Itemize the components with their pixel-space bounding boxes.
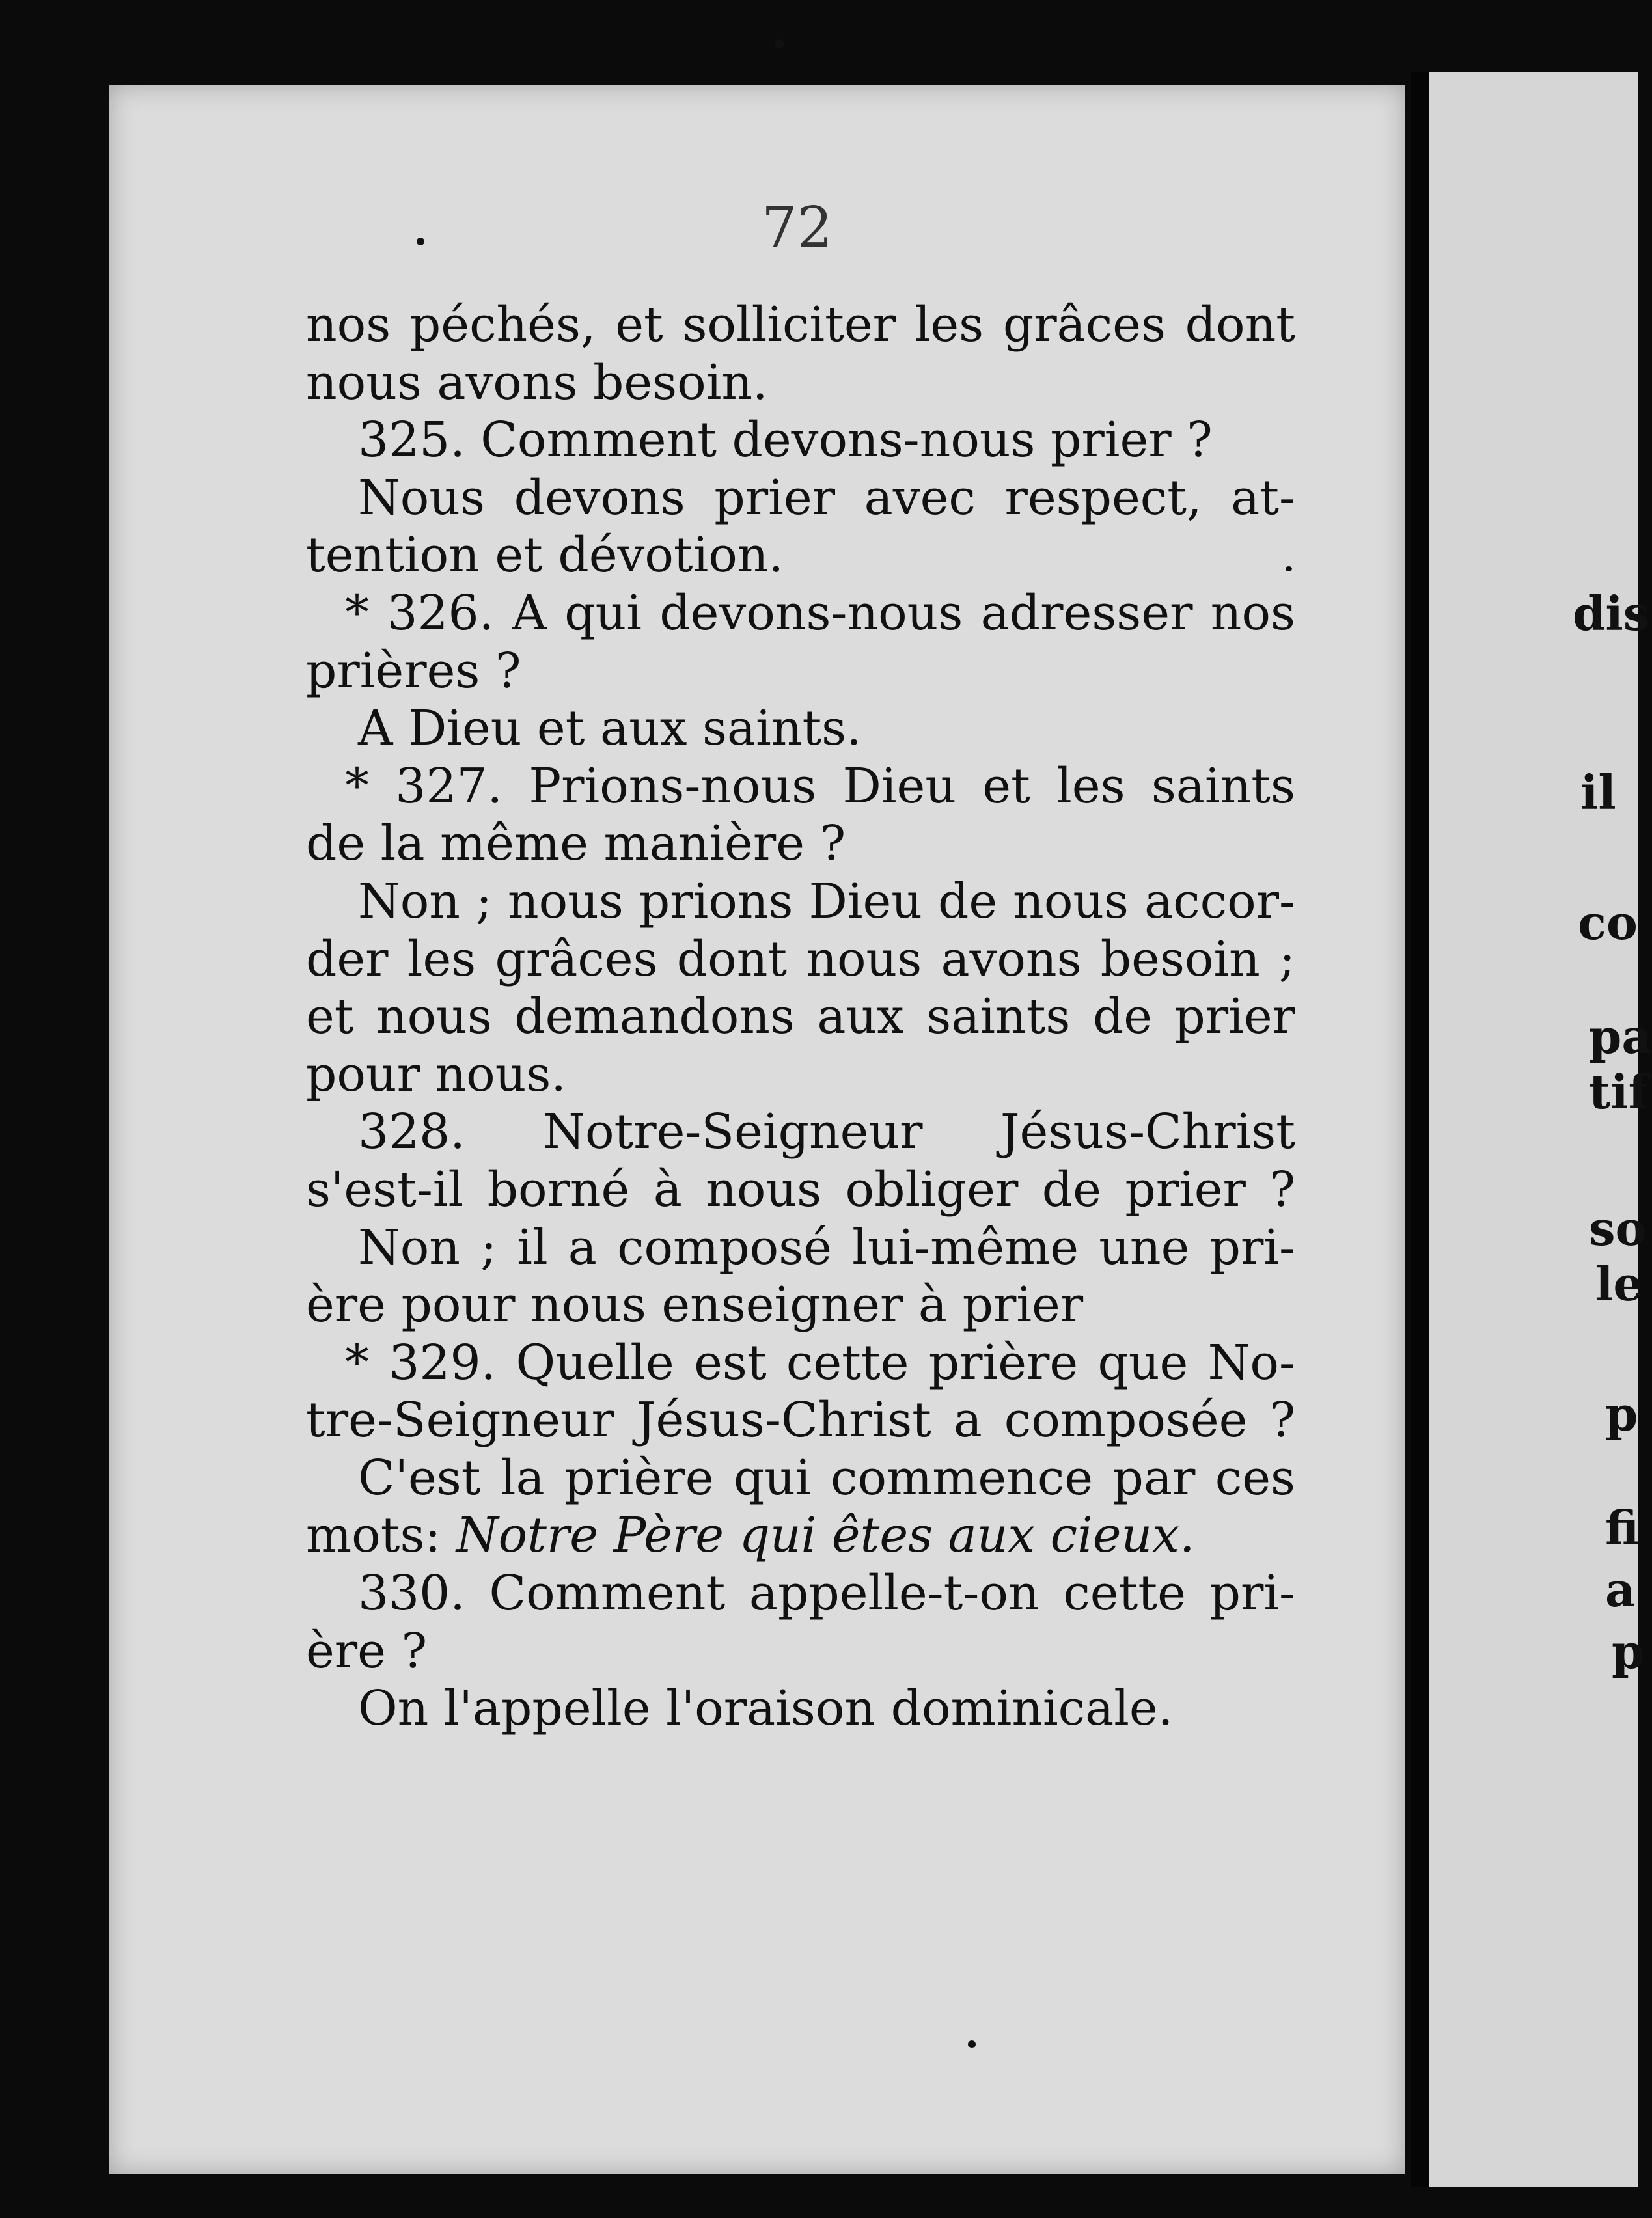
right-fragment: fi [1605, 1500, 1640, 1555]
text-line: et nous demandons aux saints de prier [306, 989, 1295, 1045]
text-line: pour nous. [306, 1046, 566, 1102]
print-speck [775, 39, 784, 48]
right-fragment: le [1595, 1256, 1644, 1311]
answer-325: Nous devons prier avec respect, at- [358, 469, 1295, 526]
question-328: 328. Notre-Seigneur Jésus-Christ [358, 1104, 1295, 1160]
right-fragment: pa [1589, 1009, 1652, 1064]
print-speck [968, 2040, 976, 2048]
question-326: * 326. A qui devons-nous adresser nos [345, 584, 1295, 641]
answer-329: C'est la prière qui commence par ces [358, 1449, 1295, 1506]
right-fragment: p [1612, 1624, 1645, 1679]
right-fragment: so [1589, 1201, 1647, 1256]
answer-330: On l'appelle l'oraison dominicale. [358, 1680, 1174, 1737]
text-line: ère pour nous enseigner à prier [306, 1277, 1084, 1334]
answer-327: Non ; nous prions Dieu de nous accor- [358, 873, 1295, 929]
page-text [306, 296, 1295, 1738]
right-fragment: co [1578, 895, 1638, 950]
prayer-title: Notre Père qui êtes aux cieux. [456, 1507, 1195, 1564]
text-line: der les grâces dont nous avons besoin ; [306, 931, 1295, 987]
text-line: nos péchés, et solliciter les grâces dont [306, 297, 1295, 353]
right-fragment: dis [1573, 586, 1650, 641]
text-line: tention et dévotion. [306, 527, 784, 584]
text-line: prières ? [306, 642, 521, 699]
right-fragment: tif [1589, 1064, 1649, 1119]
text-line: de la même manière ? [306, 815, 846, 872]
question-325: 325. Comment devons-nous prier ? [358, 412, 1213, 469]
page-gutter [1411, 72, 1429, 2187]
right-fragment: a [1605, 1562, 1636, 1617]
text-line: nous avons besoin. [306, 354, 768, 411]
answer-328: Non ; il a composé lui-même une pri- [358, 1219, 1295, 1276]
question-329: * 329. Quelle est cette prière que No- [345, 1334, 1295, 1391]
right-fragment: il [1580, 765, 1616, 820]
page-number: 72 [762, 195, 833, 260]
text-line: tre-Seigneur Jésus-Christ a composée ? [306, 1392, 1295, 1449]
answer-326: A Dieu et aux saints. [358, 700, 862, 757]
text-line: ère ? [306, 1622, 428, 1679]
text-line: s'est-il borné à nous obliger de prier ? [306, 1161, 1295, 1218]
print-speck [417, 238, 424, 245]
text-line [306, 1507, 1295, 1565]
text-segment: mots: [306, 1507, 456, 1564]
question-327: * 327. Prions-nous Dieu et les saints [345, 758, 1295, 814]
right-fragment: p [1605, 1386, 1638, 1442]
question-330: 330. Comment appelle-t-on cette pri- [358, 1565, 1295, 1622]
print-speck [1286, 566, 1292, 571]
right-page [1429, 72, 1652, 2187]
